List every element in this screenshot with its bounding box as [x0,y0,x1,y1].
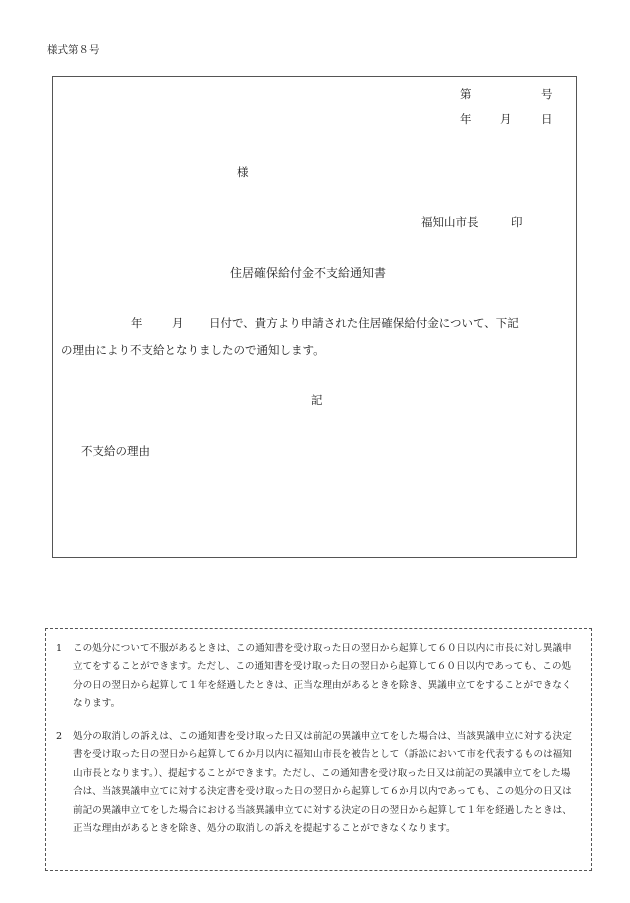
body-line1: 日付で、貴方より申請された住居確保給付金について、下記 [209,316,519,330]
ki-heading: 記 [311,393,323,407]
date-day: 日 [541,112,553,126]
date-year: 年 [460,112,472,126]
date-month: 月 [500,112,512,126]
note-text: 処分の取消しの訴えは、この通知書を受け取った日又は前記の異議申立てをした場合は、当該異議申立に対する決定書を受け取った日の翌日から起算して６か月以内に福知山市長を被告として（訴訟において市を代表するものは福知山市長となります。）、提起することができます。ただし、この通知書を受け取った日又は前記の異議申立てをした場合は、当該異議申立てに対する決定書を受け取った日の翌日から起算して６か月以内であっても、この処分の日又は前記の異議申立てをした場合における当該異議申立てに対する決定の日の翌日から起算して１年を経過したときは、正当な理由があるときを除き、処分の取消しの訴えを提起することができなくなります。 [73,731,572,835]
appeal-note [56,640,579,714]
note-text: この処分について不服があるときは、この通知書を受け取った日の翌日から起算して６０日以内に市長に対し異議申立てをすることができます。ただし、この通知書を受け取った日の翌日から起算して６０日以内であっても、この処分の日の翌日から起算して１年を経過したときは、正当な理由があるときを除き、異議申立てをすることができなくなります。 [73,643,572,710]
body-line2: の理由により不支給となりましたので通知します。 [61,343,325,357]
notice-frame [52,76,577,558]
document-title: 住居確保給付金不支給通知書 [230,266,387,280]
doc-number-prefix: 第 [460,87,472,101]
issuer-seal: 印 [511,215,523,229]
body-month: 月 [172,316,184,330]
note-number: 2 [56,731,63,742]
reason-label: 不支給の理由 [81,444,150,458]
appeal-notes-box [45,628,592,871]
note-number: 1 [56,643,63,654]
issuer-name: 福知山市長 [421,215,479,229]
appeal-note [56,728,579,838]
body-year: 年 [131,316,143,330]
doc-number-suffix: 号 [541,87,553,101]
addressee-suffix: 様 [237,165,249,179]
form-number: 様式第８号 [47,44,100,56]
